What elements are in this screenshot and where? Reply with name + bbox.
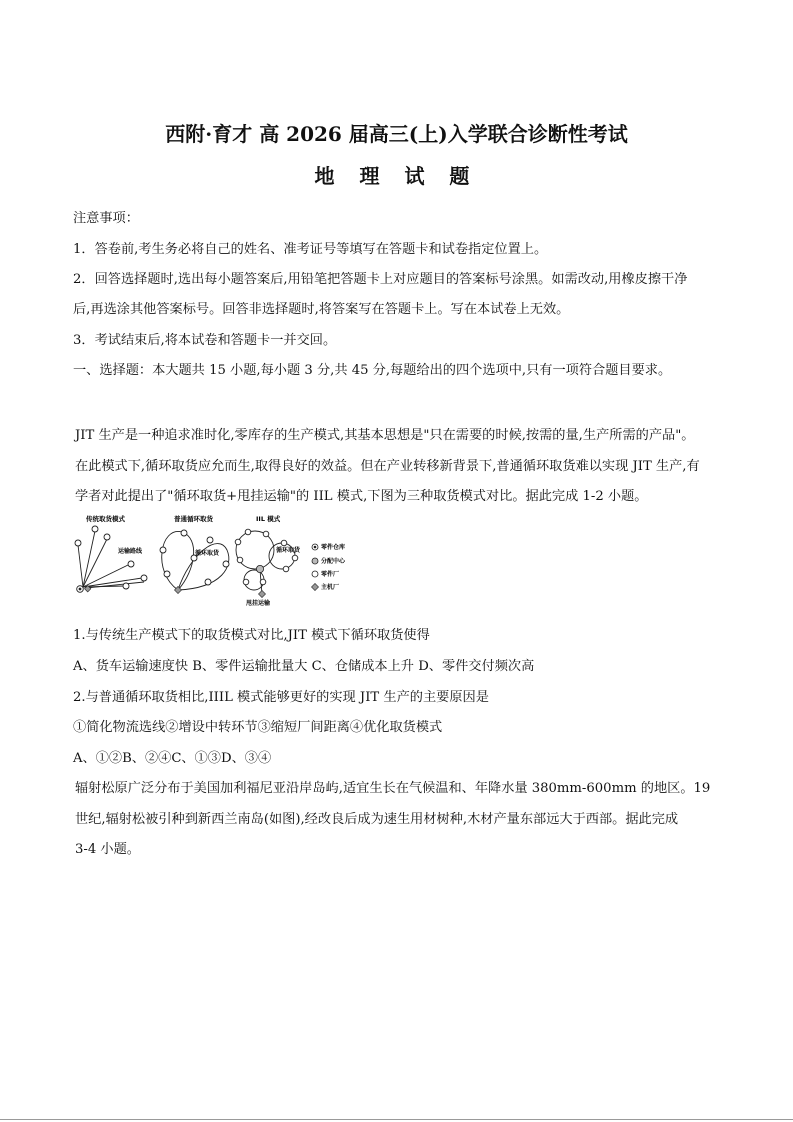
notes-heading: 注意事项： (73, 211, 139, 226)
route-label: 运输路线 (118, 548, 143, 555)
note-item-3: 3．考试结束后,将本试卷和答题卡一并交回。 (73, 333, 337, 348)
legend (311, 543, 346, 591)
loop-label-ordinary: 循环取货 (195, 550, 220, 557)
traditional-factories (75, 526, 147, 589)
passage2-line-1: 辐射松原广泛分布于美国加利福尼亚沿岸岛屿,适宜生长在气候温和、年降水量 380mm-600mm 的地区。19 (75, 781, 711, 796)
question-2-stem: 2.与普通循环取货相比,IIIL 模式能够更好的实现 JIT 生产的主要原因是 (73, 690, 489, 705)
passage1-line-1: JIT 生产是一种追求准时化,零库存的生产模式,其基本思想是"只在需要的时候,按需的量,生产所需的产品"。 (75, 428, 695, 443)
panel-title-iil: IIL 模式 (256, 515, 281, 523)
ordinary-factories (160, 530, 229, 585)
legend-distribution: 分配中心 (321, 558, 346, 565)
exam-title: 西附·育才 高 2026 届高三(上)入学联合诊断性考试 (165, 122, 628, 146)
drop-trailer-label: 甩挂运输 (246, 600, 271, 607)
panel-title-ordinary: 普通循环取货 (174, 515, 213, 523)
pickup-mode-diagram (70, 512, 370, 608)
subject-title: 地 理 试 题 (314, 164, 479, 188)
panel-title-traditional: 传统取货模式 (86, 515, 125, 523)
distribution-center-icon (256, 565, 263, 572)
question-1-options: A、货车运输速度快 B、零件运输批量大 C、仓储成本上升 D、零件交付频次高 (73, 659, 535, 674)
question-2-choices: ①简化物流选线②增设中转环节③缩短厂间距离④优化取货模式 (73, 720, 443, 735)
ordinary-loop-left (162, 531, 194, 590)
page-bottom-rule (0, 1119, 793, 1120)
loop-label-iil: 循环取货 (276, 547, 301, 554)
question-1-stem: 1.与传统生产模式下的取货模式对比,JIT 模式下循环取货使得 (73, 628, 430, 643)
note-item-2-cont: 后,再选涂其他答案标号。回答非选择题时,将答案写在答题卡上。写在本试卷上无效。 (73, 302, 570, 317)
legend-warehouse: 零件仓库 (321, 544, 346, 551)
traditional-lines (78, 531, 144, 588)
iil-main-plant (258, 590, 265, 597)
iil-loop-left (236, 531, 274, 569)
passage2-line-3: 3-4 小题。 (75, 842, 140, 857)
legend-main-plant: 主机厂 (321, 584, 340, 591)
note-item-2: 2．回答选择题时,选出每小题答案后,用铅笔把答题卡上对应题目的答案标号涂黑。如需改动,用橡皮擦干净 (73, 272, 688, 287)
passage1-line-3: 学者对此提出了"循环取货+甩挂运输"的 IIL 模式,下图为三种取货模式对比。据此完成 1-2 小题。 (75, 489, 648, 504)
passage1-line-2: 在此模式下,循环取货应允而生,取得良好的效益。但在产业转移新背景下,普通循环取货难以实现 JIT 生产,有 (75, 459, 700, 474)
legend-parts-factory: 零件厂 (321, 571, 340, 578)
note-item-1: 1．答卷前,考生务必将自己的姓名、准考证号等填写在答题卡和试卷指定位置上。 (73, 242, 548, 257)
section-instruction: 一、选择题：本大题共 15 小题,每小题 3 分,共 45 分,每题给出的四个选项中,只有一项符合题目要求。 (73, 363, 672, 378)
passage2-line-2: 世纪,辐射松被引种到新西兰南岛(如图),经改良后成为速生用材树种,木材产量东部远大于西部。据此完成 (75, 812, 679, 827)
question-2-options: A、①②B、②④C、①③D、③④ (73, 751, 272, 766)
